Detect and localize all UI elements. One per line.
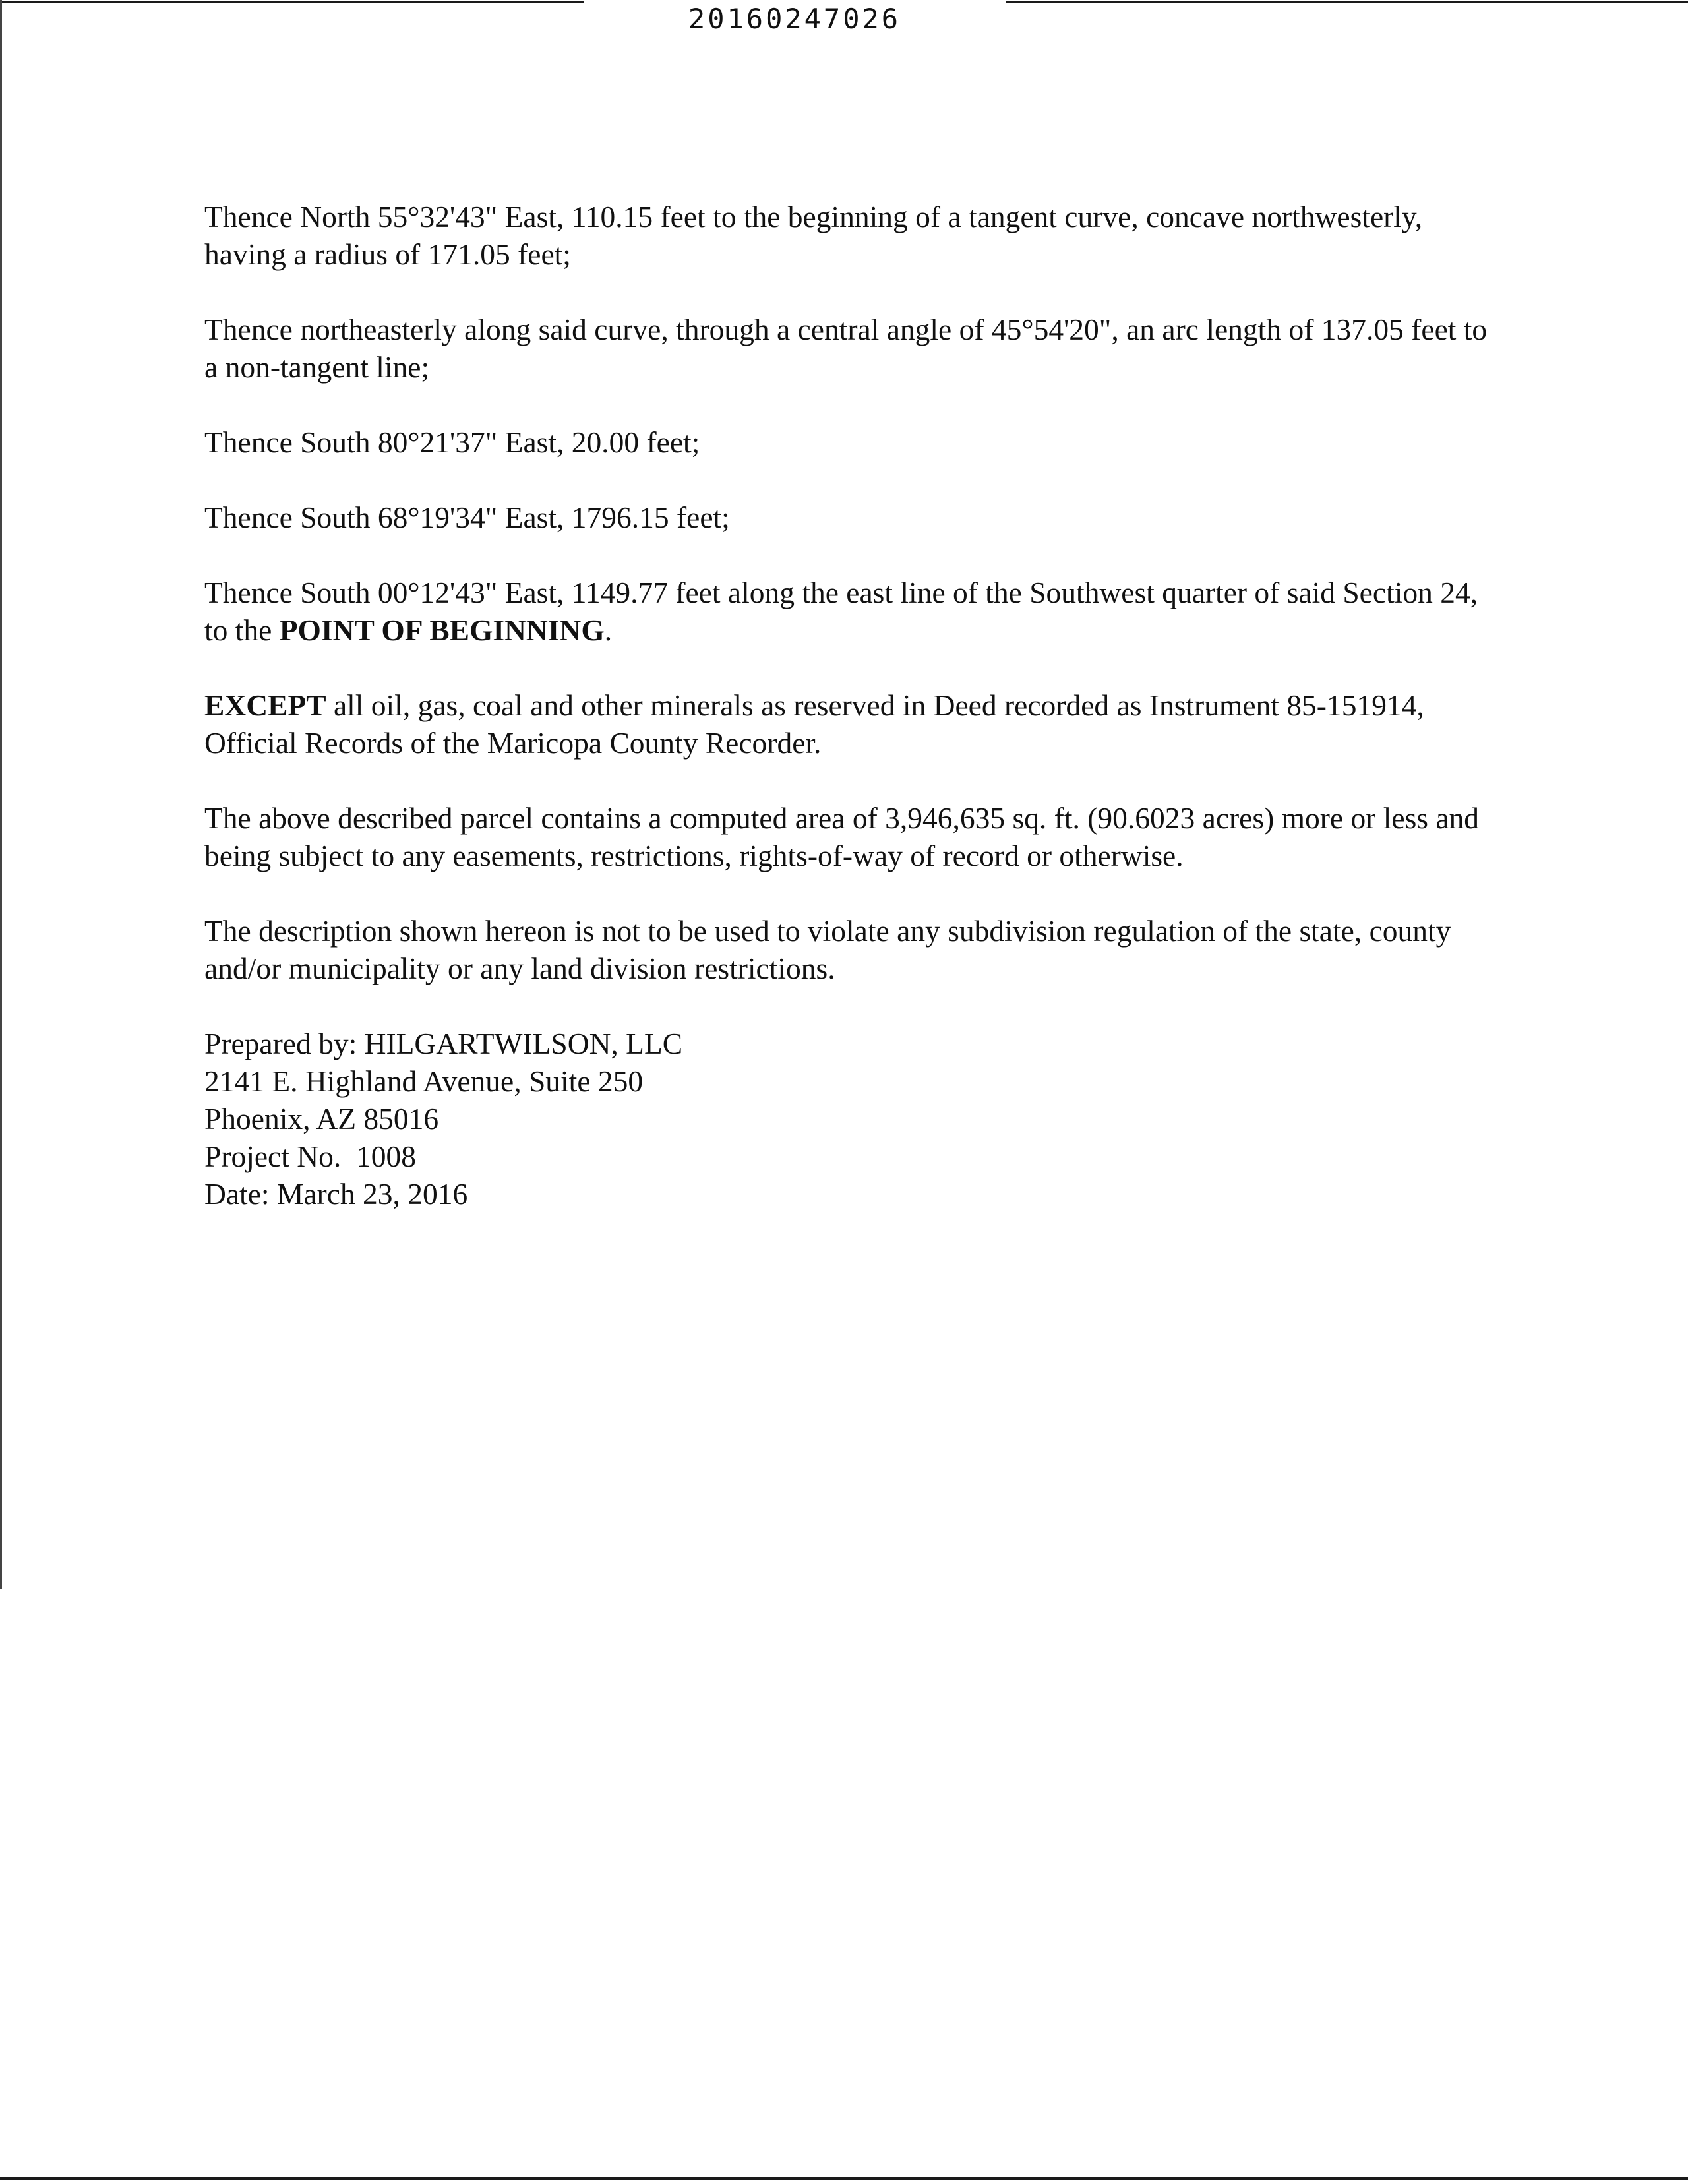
course-paragraph-5 [204, 574, 1497, 649]
course-paragraph-1: Thence North 55°32'43" East, 110.15 feet to the beginning of a tangent curve, concave northwesterly, having a radius of 171.05 feet; [204, 200, 1423, 271]
course-paragraph-5-text: Thence South 00°12'43" East, 1149.77 feet along the east line of the Southwest quarter of said Section 24, to the [204, 576, 1478, 647]
prepared-by: Prepared by: HILGARTWILSON, LLC [204, 1027, 683, 1060]
course-paragraph-4: Thence South 68°19'34" East, 1796.15 feet; [204, 501, 730, 534]
except-text: all oil, gas, coal and other minerals as reserved in Deed recorded as Instrument 85-151914, Official Records of the Maricopa County Recorder. [204, 688, 1424, 760]
legal-description [204, 198, 1497, 1213]
prepared-address: 2141 E. Highland Avenue, Suite 250 [204, 1064, 644, 1098]
course-paragraph-2: Thence northeasterly along said curve, through a central angle of 45°54'20", an arc length of 137.05 feet to a non-tangent line; [204, 313, 1488, 384]
course-paragraph-5-end: . [604, 613, 613, 647]
project-number: Project No. 1008 [204, 1139, 416, 1173]
left-border [0, 0, 2, 1589]
prepared-city: Phoenix, AZ 85016 [204, 1102, 439, 1136]
disclaimer-paragraph: The description shown hereon is not to be used to violate any subdivision regulation of the state, county and/or municipality or any land division restrictions. [204, 914, 1451, 985]
prepared-by-block [204, 1025, 1497, 1213]
except-paragraph [204, 686, 1497, 762]
recording-number: 20160247026 [688, 3, 901, 35]
area-paragraph: The above described parcel contains a computed area of 3,946,635 sq. ft. (90.6023 acres) more or less and being subject to any easements, restrictions, rights-of-way of record or otherwise. [204, 801, 1480, 872]
course-paragraph-3: Thence South 80°21'37" East, 20.00 feet; [204, 425, 700, 459]
prepared-date: Date: March 23, 2016 [204, 1177, 468, 1211]
bottom-border [0, 2177, 1688, 2180]
point-of-beginning: POINT OF BEGINNING [279, 613, 605, 647]
except-label: EXCEPT [204, 688, 326, 722]
